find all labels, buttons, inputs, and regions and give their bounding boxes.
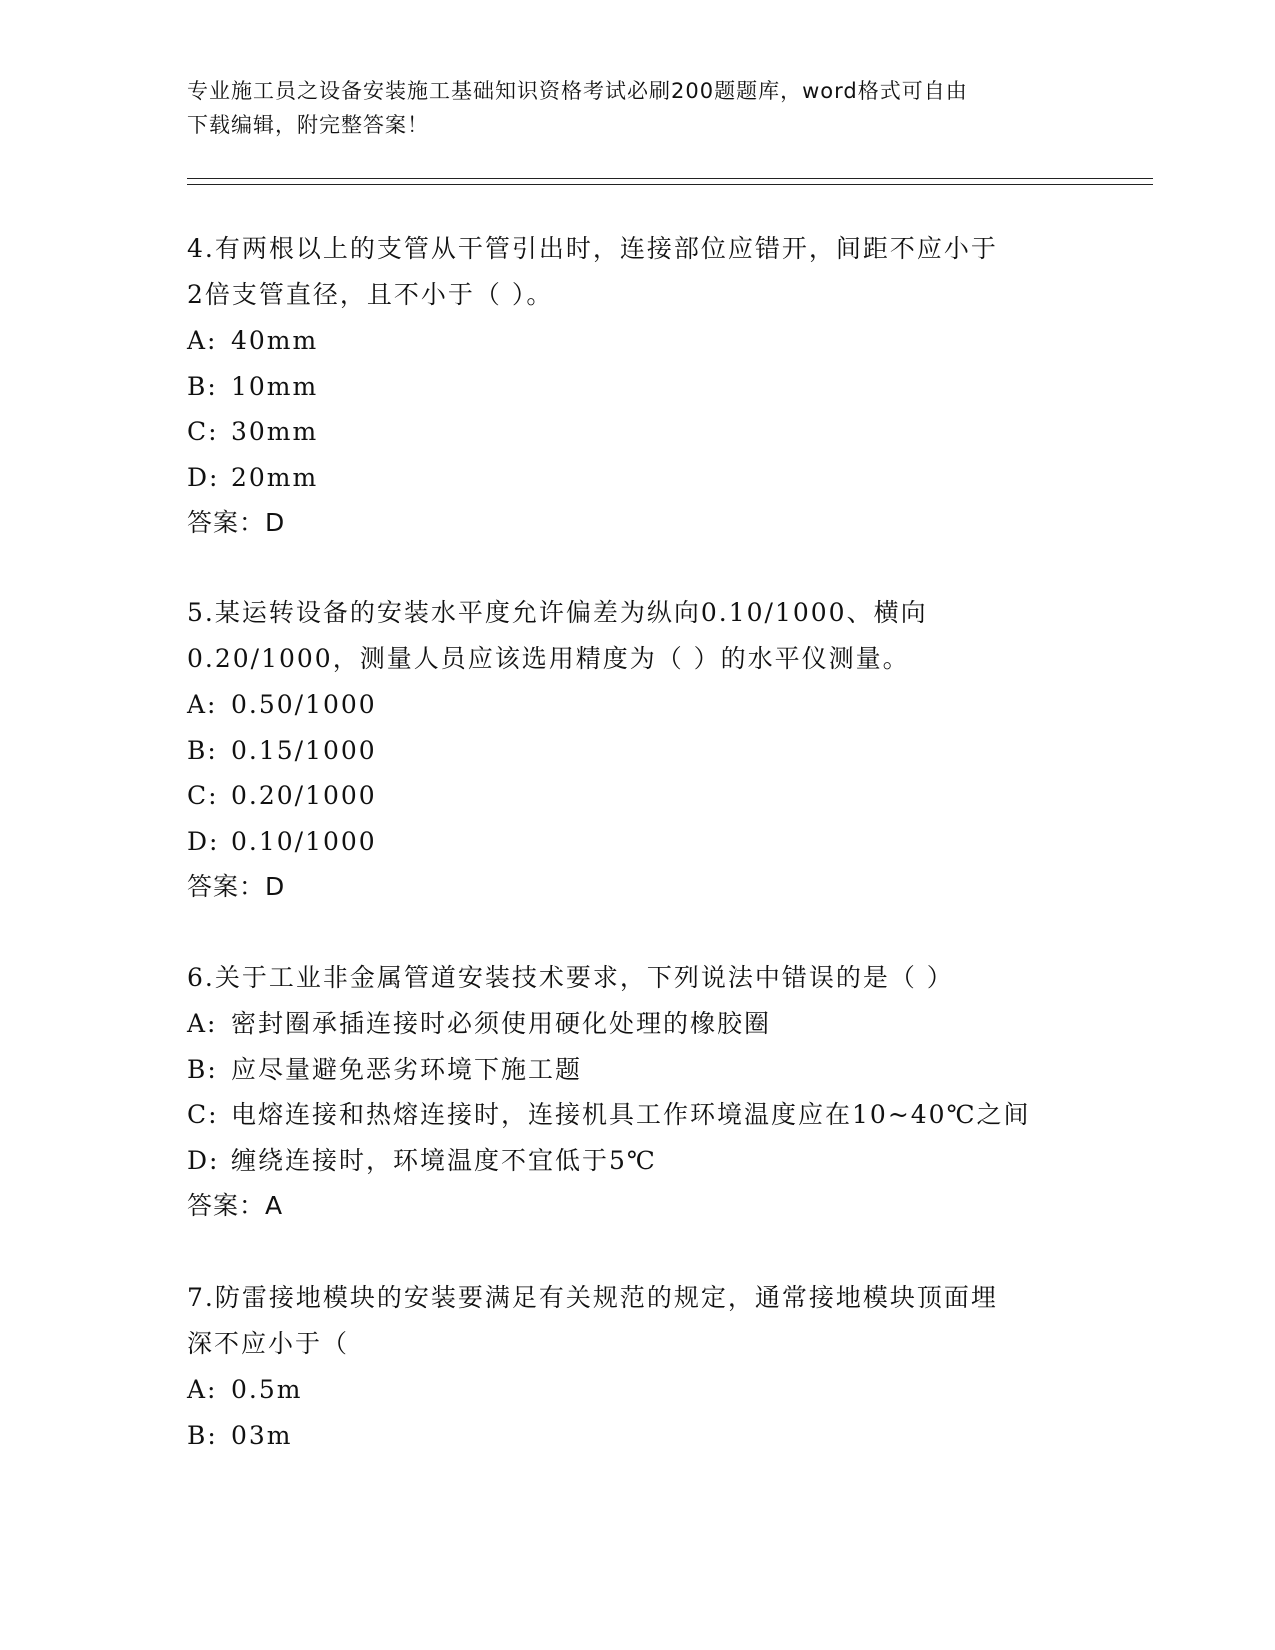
answer-line: 答案：D bbox=[187, 508, 286, 537]
option-key: C: bbox=[187, 417, 219, 446]
option-key: C: bbox=[187, 781, 219, 810]
header-line-1: 专业施工员之设备安装施工基础知识资格考试必刷200题题库，word格式可自由 bbox=[187, 79, 968, 103]
option-text: 03m bbox=[231, 1420, 293, 1450]
option-b bbox=[187, 1413, 1087, 1459]
answer-line: 答案：D bbox=[187, 872, 286, 901]
option-key: A: bbox=[187, 1375, 218, 1404]
answer-line: 答案：A bbox=[187, 1191, 284, 1220]
option-b bbox=[187, 364, 1087, 410]
question-text-line: 0.20/1000，测量人员应该选用精度为（ ）的水平仪测量。 bbox=[187, 644, 910, 673]
option-key: A: bbox=[187, 1009, 218, 1038]
question-text-line: 深不应小于（ bbox=[187, 1329, 350, 1358]
document-header bbox=[187, 74, 1087, 142]
header-divider-bottom bbox=[187, 184, 1153, 185]
option-a bbox=[187, 682, 1087, 728]
option-key: C: bbox=[187, 1100, 219, 1129]
question-text-line: 5.某运转设备的安装水平度允许偏差为纵向0.10/1000、横向 bbox=[187, 598, 928, 627]
question-text-line: 2倍支管直径，且不小于（ ）。 bbox=[187, 280, 554, 309]
option-text: 0.10/1000 bbox=[231, 826, 377, 856]
option-key: B: bbox=[187, 1054, 218, 1084]
option-d bbox=[187, 455, 1087, 501]
option-key: D: bbox=[187, 462, 220, 492]
header-divider-top bbox=[187, 178, 1153, 179]
option-text: 0.20/1000 bbox=[231, 781, 377, 810]
question-5 bbox=[187, 590, 1087, 910]
option-text: 缠绕连接时，环境温度不宜低于5℃ bbox=[231, 1145, 657, 1175]
option-text: 30mm bbox=[231, 417, 319, 446]
option-text: 0.5m bbox=[231, 1375, 303, 1404]
option-key: B: bbox=[187, 1420, 218, 1450]
option-text: 电熔连接和热熔连接时，连接机具工作环境温度应在10~40℃之间 bbox=[231, 1100, 1031, 1129]
option-d bbox=[187, 1138, 1087, 1184]
option-text: 10mm bbox=[231, 371, 319, 401]
option-d bbox=[187, 819, 1087, 865]
option-key: A: bbox=[187, 326, 218, 355]
option-text: 0.15/1000 bbox=[231, 735, 377, 765]
option-a bbox=[187, 1001, 1087, 1047]
option-text: 应尽量避免恶劣环境下施工题 bbox=[231, 1054, 583, 1084]
option-text: 密封圈承插连接时必须使用硬化处理的橡胶圈 bbox=[231, 1009, 772, 1038]
option-b bbox=[187, 728, 1087, 774]
option-key: D: bbox=[187, 1145, 220, 1175]
question-text-line: 6.关于工业非金属管道安装技术要求，下列说法中错误的是（ ） bbox=[187, 963, 954, 992]
option-text: 20mm bbox=[231, 462, 319, 492]
option-key: D: bbox=[187, 826, 220, 856]
option-text: 40mm bbox=[231, 326, 319, 355]
option-a bbox=[187, 1367, 1087, 1413]
option-b bbox=[187, 1047, 1087, 1093]
option-key: A: bbox=[187, 690, 218, 719]
option-key: B: bbox=[187, 735, 218, 765]
question-text-line: 7.防雷接地模块的安装要满足有关规范的规定，通常接地模块顶面埋 bbox=[187, 1283, 998, 1312]
option-a bbox=[187, 318, 1087, 364]
question-4 bbox=[187, 226, 1087, 546]
header-line-2: 下载编辑，附完整答案！ bbox=[187, 113, 429, 137]
question-text-line: 4.有两根以上的支管从干管引出时，连接部位应错开，间距不应小于 bbox=[187, 234, 998, 263]
option-c bbox=[187, 1092, 1087, 1138]
option-c bbox=[187, 773, 1087, 819]
option-text: 0.50/1000 bbox=[231, 690, 377, 719]
question-6 bbox=[187, 955, 1087, 1229]
option-key: B: bbox=[187, 371, 218, 401]
question-7 bbox=[187, 1275, 1087, 1458]
option-c bbox=[187, 409, 1087, 455]
